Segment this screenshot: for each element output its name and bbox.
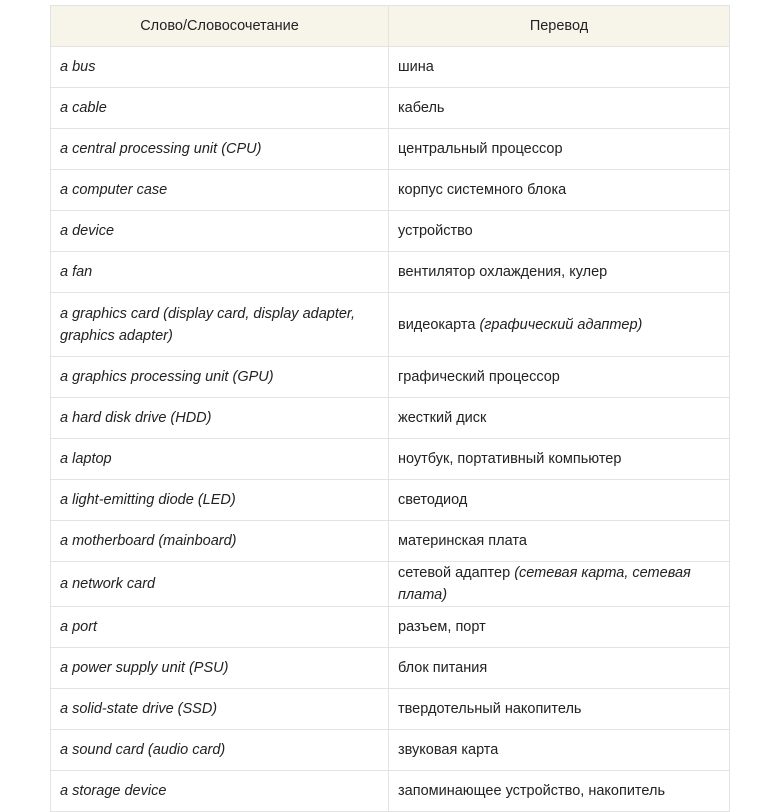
table-row xyxy=(51,562,730,607)
translation-parenthetical: (сетевая карта, сетевая плата) xyxy=(398,565,691,603)
term-cell: a port xyxy=(51,607,389,648)
term-cell: a fan xyxy=(51,252,389,293)
term-cell: a graphics card (display card, display adapter, graphics adapter) xyxy=(51,293,389,357)
table-row xyxy=(51,648,730,689)
translation-cell: ноутбук, портативный компьютер xyxy=(389,439,730,480)
translation-cell: вентилятор охлаждения, кулер xyxy=(389,252,730,293)
table-row xyxy=(51,170,730,211)
term-cell: a graphics processing unit (GPU) xyxy=(51,357,389,398)
translation-cell: устройство xyxy=(389,211,730,252)
term-cell: a central processing unit (CPU) xyxy=(51,129,389,170)
table-row xyxy=(51,398,730,439)
term-cell: a solid-state drive (SSD) xyxy=(51,689,389,730)
translation-cell: корпус системного блока xyxy=(389,170,730,211)
term-cell: a hard disk drive (HDD) xyxy=(51,398,389,439)
translation-cell: твердотельный накопитель xyxy=(389,689,730,730)
translation-cell: жесткий диск xyxy=(389,398,730,439)
table-row xyxy=(51,607,730,648)
term-cell: a laptop xyxy=(51,439,389,480)
header-translation: Перевод xyxy=(389,6,730,47)
table-row xyxy=(51,439,730,480)
term-cell: a sound card (audio card) xyxy=(51,730,389,771)
translation-cell: светодиод xyxy=(389,480,730,521)
header-word: Слово/Словосочетание xyxy=(51,6,389,47)
term-cell: a device xyxy=(51,211,389,252)
table-row xyxy=(51,47,730,88)
translation-cell: запоминающее устройство, накопитель xyxy=(389,771,730,812)
table-row xyxy=(51,88,730,129)
term-cell: a light-emitting diode (LED) xyxy=(51,480,389,521)
table-row xyxy=(51,689,730,730)
table-row xyxy=(51,357,730,398)
table-row xyxy=(51,293,730,357)
translation-cell xyxy=(389,293,730,357)
translation-parenthetical: (графический адаптер) xyxy=(479,316,643,333)
term-cell: a power supply unit (PSU) xyxy=(51,648,389,689)
translation-cell: звуковая карта xyxy=(389,730,730,771)
translation-cell: кабель xyxy=(389,88,730,129)
table-row xyxy=(51,211,730,252)
translation-cell: блок питания xyxy=(389,648,730,689)
table-row xyxy=(51,521,730,562)
term-cell: a cable xyxy=(51,88,389,129)
table-row xyxy=(51,129,730,170)
vocabulary-table xyxy=(50,5,730,812)
term-cell: a computer case xyxy=(51,170,389,211)
table-row xyxy=(51,730,730,771)
term-cell: a motherboard (mainboard) xyxy=(51,521,389,562)
translation-cell xyxy=(389,562,730,607)
table-row xyxy=(51,480,730,521)
vocabulary-table-container xyxy=(50,5,729,812)
translation-cell: материнская плата xyxy=(389,521,730,562)
table-header-row xyxy=(51,6,730,47)
translation-cell: разъем, порт xyxy=(389,607,730,648)
term-cell: a network card xyxy=(51,562,389,607)
translation-cell: графический процессор xyxy=(389,357,730,398)
table-row xyxy=(51,252,730,293)
translation-main: сетевой адаптер xyxy=(398,565,515,581)
table-row xyxy=(51,771,730,812)
translation-main: видеокарта xyxy=(398,316,480,333)
term-cell: a storage device xyxy=(51,771,389,812)
translation-cell: центральный процессор xyxy=(389,129,730,170)
translation-cell: шина xyxy=(389,47,730,88)
term-cell: a bus xyxy=(51,47,389,88)
